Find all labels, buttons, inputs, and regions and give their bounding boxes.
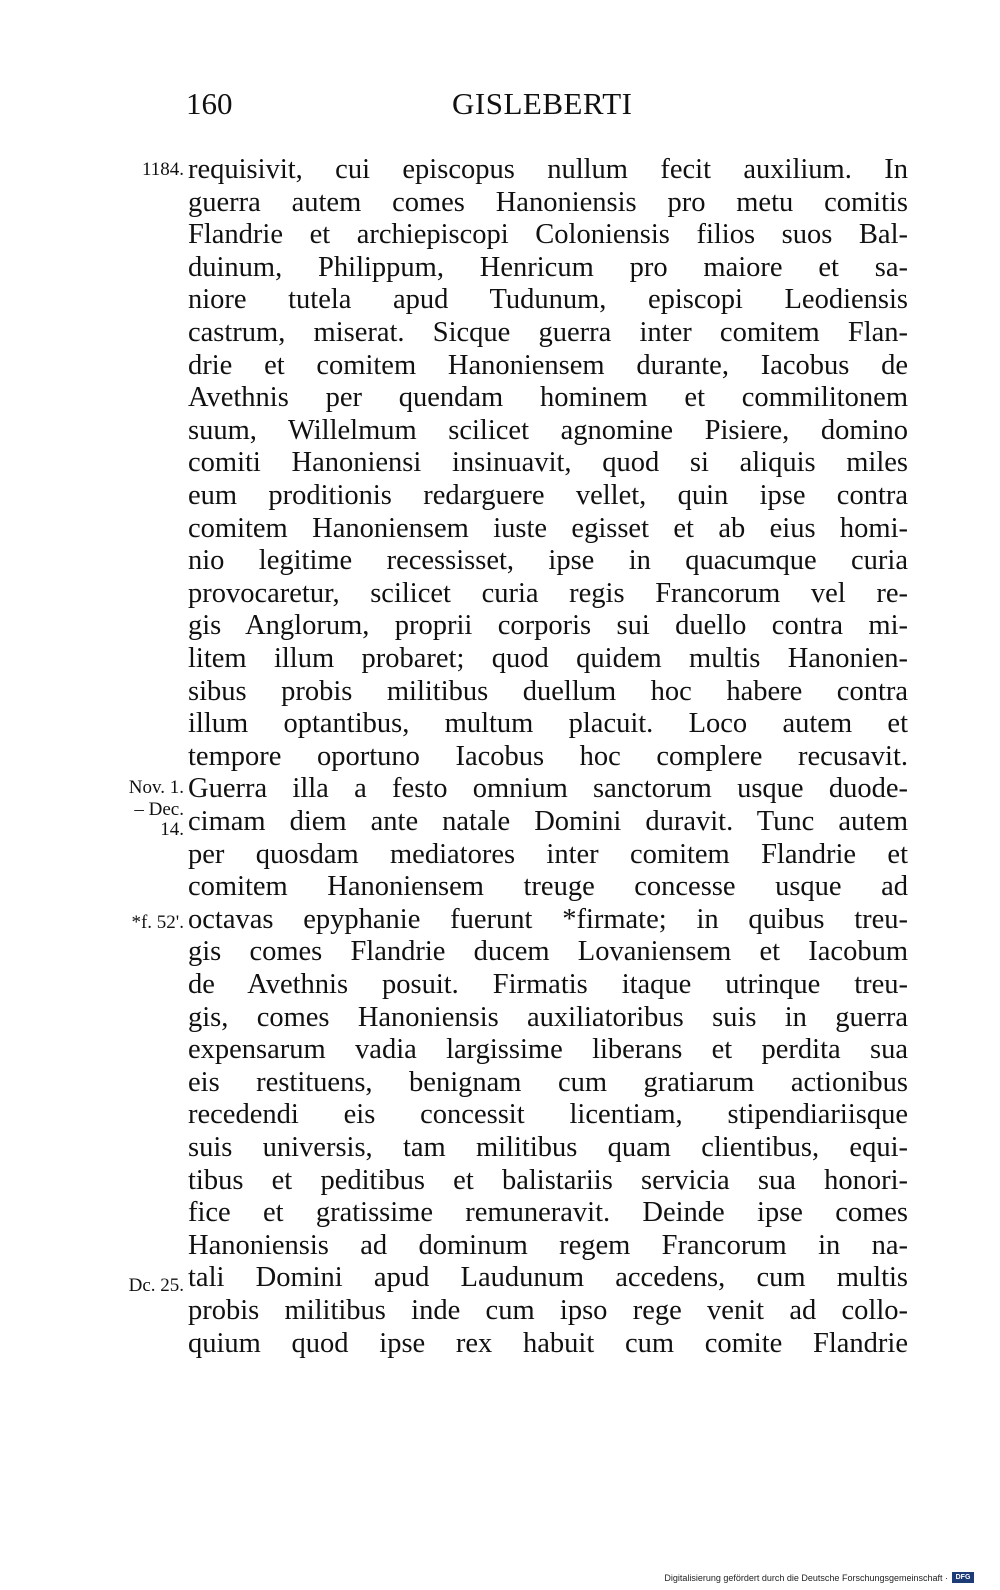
text-line: Avethnis per quendam hominem et commilitonem — [188, 382, 908, 414]
margin-note-folio: *f. 52'. — [131, 912, 184, 933]
text-line: quium quod ipse rex habuit cum comite Flandrie — [188, 1327, 908, 1359]
text-line: probis militibus inde cum ipso rege venit ad collo- — [188, 1295, 908, 1326]
margin-note-year: 1184. — [141, 159, 184, 180]
text-line: sibus probis militibus duellum hoc habere contra — [188, 675, 908, 707]
text-line: provocaretur, scilicet curia regis Francorum vel re- — [188, 577, 908, 609]
text-line: eis restituens, benignam cum gratiarum actionibus — [188, 1066, 908, 1098]
text-line: guerra autem comes Hanoniensis pro metu comitis — [188, 186, 908, 218]
text-line: per quosdam mediatores inter comitem Flandrie et — [188, 838, 908, 870]
text-line: octavas epyphanie fuerunt *firmate; in quibus treu- — [188, 903, 908, 935]
digitization-credit: Digitalisierung gefördert durch die Deutsche Forschungsgemeinschaft · — [664, 1573, 948, 1583]
text-line: Guerra illa a festo omnium sanctorum usque duode- — [188, 773, 908, 805]
text-line: recedendi eis concessit licentiam, stipendiariisque — [188, 1099, 908, 1131]
text-line: comitem Hanoniensem treuge concesse usque ad — [188, 871, 908, 903]
text-line: Flandrie et archiepiscopi Coloniensis filios suos Bal- — [188, 219, 908, 251]
text-line: drie et comitem Hanoniensem durante, Iacobus de — [188, 349, 908, 381]
text-line: eum proditionis redarguere vellet, quin ipse contra — [188, 480, 908, 511]
page-number: 160 — [186, 86, 233, 121]
text-line: fice et gratissime remuneravit. Deinde ipse comes — [188, 1197, 908, 1229]
margin-note-date-end: 14. — [160, 819, 184, 840]
text-line: duinum, Philippum, Henricum pro maiore et sa- — [188, 251, 908, 283]
text-line: gis Anglorum, proprii corporis sui duello contra mi- — [188, 610, 908, 642]
text-line: niore tutela apud Tudunum, episcopi Leodiensis — [188, 284, 908, 316]
text-line: comiti Hanoniensi insinuavit, quod si aliquis miles — [188, 447, 908, 479]
text-line: suis universis, tam militibus quam clientibus, equi- — [188, 1132, 908, 1163]
text-line: litem illum probaret; quod quidem multis Hanonien- — [188, 643, 908, 674]
text-line: suum, Willelmum scilicet agnomine Pisiere, domino — [188, 414, 908, 446]
text-line: expensarum vadia largissime liberans et perdita sua — [188, 1034, 908, 1066]
text-line: gis comes Flandrie ducem Lovaniensem et Iacobum — [188, 936, 908, 968]
text-line: tali Domini apud Laudunum accedens, cum multis — [188, 1262, 908, 1294]
text-line: cimam diem ante natale Domini duravit. Tunc autem — [188, 806, 908, 837]
margin-note-date-start: Nov. 1. — [128, 777, 184, 798]
text-line: tibus et peditibus et balistariis servicia sua honori- — [188, 1164, 908, 1196]
dfg-logo: DFG — [952, 1572, 974, 1583]
text-line: requisivit, cui episcopus nullum fecit auxilium. In — [188, 154, 908, 185]
text-line: nio legitime recessisset, ipse in quacumque curia — [188, 545, 908, 577]
text-line: illum optantibus, multum placuit. Loco autem et — [188, 708, 908, 740]
text-line: tempore oportuno Iacobus hoc complere recusavit. — [188, 740, 908, 772]
margin-note-date-range: – Dec. — [134, 799, 184, 820]
margin-note-date-christmas: Dc. 25. — [128, 1275, 184, 1296]
running-head: GISLEBERTI — [452, 86, 633, 121]
text-line: castrum, miserat. Sicque guerra inter comitem Flan- — [188, 317, 908, 348]
text-line: Hanoniensis ad dominum regem Francorum in na- — [188, 1229, 908, 1261]
text-line: de Avethnis posuit. Firmatis itaque utrinque treu- — [188, 969, 908, 1000]
text-line: gis, comes Hanoniensis auxiliatoribus suis in guerra — [188, 1001, 908, 1033]
text-line: comitem Hanoniensem iuste egisset et ab eius homi- — [188, 512, 908, 544]
